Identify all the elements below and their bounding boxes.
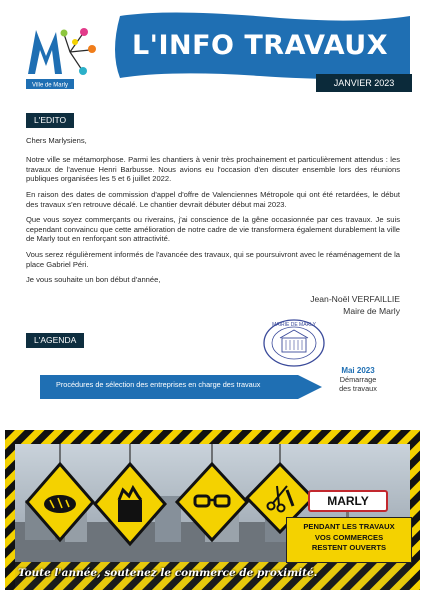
logo-text: Ville de Marly xyxy=(32,82,68,89)
edito-greeting: Chers Marlysiens, xyxy=(26,136,87,145)
town-hall-stamp xyxy=(262,318,326,368)
issue-date: JANVIER 2023 xyxy=(316,74,412,92)
bread-icon xyxy=(44,495,76,513)
edito-paragraph: Que vous soyez commerçants ou riverains, j'ai conscience de la gêne occasionnée par ces travaux. Je suis cependant convaincu que cette amélioration de notre cadre de vie transformera également durablement la ville de Marly tout en renforçant son attractivité. xyxy=(26,215,400,244)
edito-paragraph: Je vous souhaite un bon début d'année, xyxy=(26,275,161,285)
town-sign: MARLY xyxy=(308,490,388,512)
notice-line: RESTENT OUVERTS xyxy=(311,543,387,552)
agenda-event-line: des travaux xyxy=(339,384,377,393)
notice-line: PENDANT LES TRAVAUX xyxy=(303,522,395,531)
edito-text xyxy=(26,136,400,291)
agenda-event xyxy=(322,366,394,393)
stamp-text: MAIRIE DE MARLY xyxy=(272,322,316,328)
mayor-role: Maire de Marly xyxy=(343,306,400,316)
agenda-tag: L'AGENDA xyxy=(26,333,84,348)
edito-paragraph: En raison des dates de commission d'appel d'offre de Valenciennes Métropole qui ont été retardées, le début des travaux s'en retrouve décalé. Le chantier devrait débuter début mai 2023. xyxy=(26,190,400,209)
signature-block xyxy=(310,293,400,317)
shops-open-notice xyxy=(286,517,412,563)
marly-logo xyxy=(24,22,102,92)
page-title: L'INFO TRAVAUX xyxy=(131,30,389,61)
poster-slogan: Toute l'année, soutenez le commerce de proximité. xyxy=(18,567,318,579)
mayor-name: Jean-Noël VERFAILLIE xyxy=(310,294,400,304)
edito-tag: L'EDITO xyxy=(26,113,74,128)
agenda-step: Procédures de sélection des entreprises en charge des travaux xyxy=(56,380,261,389)
edito-paragraph: Vous serez régulièrement informés de l'avancée des travaux, qui se poursuivront avec le réaménagement de la place Gabriel Péri. xyxy=(26,250,400,269)
notice-line: VOS COMMERCES xyxy=(314,532,384,542)
agenda-event-line: Démarrage xyxy=(339,375,377,384)
agenda-date: Mai 2023 xyxy=(341,366,375,375)
edito-paragraph: Notre ville se métamorphose. Parmi les chantiers à venir très prochainement et particulièrement attendus : les travaux de l'avenue Henri Barbusse. Nous avions eu l'occasion d'en discuter ensemble lors des réunions publiques organisées les 5 et 6 juillet 2022. xyxy=(26,155,400,184)
